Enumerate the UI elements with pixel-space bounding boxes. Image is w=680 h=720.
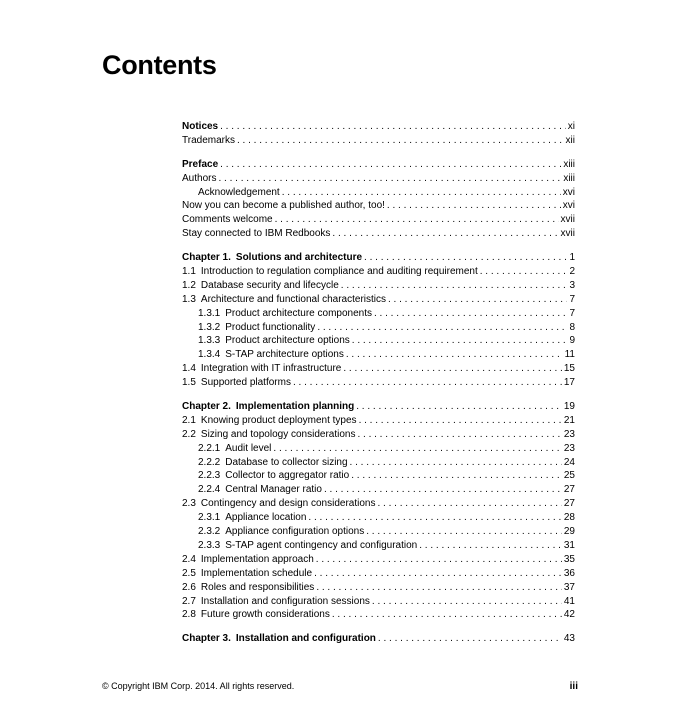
toc-entry-page: xvii bbox=[560, 228, 575, 240]
toc-entry-page: 27 bbox=[563, 498, 575, 510]
toc-entry-number: Chapter 2. bbox=[182, 401, 231, 413]
dot-leader bbox=[480, 265, 568, 279]
toc-entry-page: 28 bbox=[563, 512, 575, 524]
toc-entry-label: Supported platforms bbox=[200, 377, 291, 389]
toc-entry-label: Authors bbox=[182, 172, 217, 184]
toc-entry[interactable] bbox=[182, 525, 575, 539]
toc-entry-number: Chapter 3. bbox=[182, 633, 231, 645]
toc-entry-label: Future growth considerations bbox=[200, 609, 330, 621]
toc-entry[interactable] bbox=[182, 497, 575, 511]
toc-entry-page: 11 bbox=[564, 349, 575, 361]
toc-entry[interactable] bbox=[182, 511, 575, 525]
toc-entry-page: 2 bbox=[569, 266, 575, 278]
toc-entry-number: 1.2 bbox=[182, 279, 196, 291]
dot-leader bbox=[351, 469, 562, 483]
toc-entry-number: 1.3 bbox=[182, 293, 196, 305]
toc-entry-page: xvii bbox=[560, 214, 575, 226]
dot-leader bbox=[275, 213, 559, 227]
toc-entry-number: 1.3.2 bbox=[198, 321, 221, 333]
dot-leader bbox=[273, 442, 561, 456]
toc-entry-page: 23 bbox=[563, 428, 575, 440]
dot-leader bbox=[346, 348, 563, 362]
toc-entry-number: 1.3.3 bbox=[198, 335, 221, 347]
dot-leader bbox=[366, 525, 562, 539]
toc-entry-number: 2.3.1 bbox=[198, 512, 221, 524]
dot-leader bbox=[324, 483, 562, 497]
toc-entry-label: Implementation approach bbox=[200, 553, 314, 565]
toc-entry[interactable] bbox=[182, 213, 575, 227]
toc-entry[interactable] bbox=[182, 134, 575, 148]
toc-entry-page: xii bbox=[565, 134, 575, 146]
toc-entry-page: xi bbox=[567, 121, 575, 132]
dot-leader bbox=[316, 553, 562, 567]
toc-entry-page: 8 bbox=[569, 321, 575, 333]
toc-entry-number: 1.3.1 bbox=[198, 307, 221, 319]
dot-leader bbox=[372, 595, 562, 609]
toc-entry[interactable] bbox=[182, 376, 575, 390]
toc-entry-label: Preface bbox=[182, 158, 219, 170]
dot-leader bbox=[220, 158, 561, 172]
toc-entry[interactable] bbox=[182, 428, 575, 442]
dot-leader bbox=[332, 608, 562, 622]
toc-entry-label: Roles and responsibilities bbox=[200, 581, 315, 593]
toc-entry[interactable] bbox=[182, 307, 575, 321]
toc-entry-number: Chapter 1. bbox=[182, 252, 231, 264]
dot-leader bbox=[364, 251, 567, 265]
toc-entry-page: 1 bbox=[569, 252, 575, 264]
toc-entry-number: 2.2.2 bbox=[198, 456, 221, 468]
toc-entry[interactable] bbox=[182, 362, 575, 376]
toc-entry-page: 17 bbox=[563, 377, 575, 389]
toc-entry-label: Installation and configuration bbox=[235, 633, 376, 645]
toc-entry-label: Contingency and design considerations bbox=[200, 498, 376, 510]
page-footer bbox=[102, 681, 578, 692]
toc-entry-number: 2.1 bbox=[182, 414, 196, 426]
toc-entry[interactable] bbox=[182, 414, 575, 428]
toc-entry-label: Acknowledgement bbox=[198, 186, 280, 198]
toc-entry-label: Sizing and topology considerations bbox=[200, 428, 356, 440]
toc-entry-label: Implementation planning bbox=[235, 401, 355, 413]
toc-chapter-entry[interactable] bbox=[182, 120, 575, 134]
toc-entry[interactable] bbox=[182, 442, 575, 456]
toc-entry-number: 2.5 bbox=[182, 567, 196, 579]
toc-entry-number: 2.2.3 bbox=[198, 470, 221, 482]
toc-entry[interactable] bbox=[182, 456, 575, 470]
dot-leader bbox=[218, 172, 561, 186]
toc-entry-page: 19 bbox=[563, 401, 575, 413]
toc-entry-number: 1.5 bbox=[182, 377, 196, 389]
toc-entry-number: 2.8 bbox=[182, 609, 196, 621]
dot-leader bbox=[378, 632, 562, 646]
dot-leader bbox=[387, 199, 561, 213]
toc-entry-label: Appliance configuration options bbox=[225, 526, 365, 538]
toc-chapter-entry[interactable] bbox=[182, 632, 575, 646]
toc-entry-number: 2.3.2 bbox=[198, 526, 221, 538]
toc-entry-page: 7 bbox=[569, 307, 575, 319]
dot-leader bbox=[220, 120, 566, 134]
toc-entry-label: S-TAP agent contingency and configuration bbox=[225, 539, 418, 551]
dot-leader bbox=[388, 293, 567, 307]
toc-entry[interactable] bbox=[182, 334, 575, 348]
toc-entry[interactable] bbox=[182, 595, 575, 609]
toc-entry-page: 3 bbox=[569, 279, 575, 291]
toc-entry[interactable] bbox=[182, 199, 575, 213]
toc-entry-label: Now you can become a published author, too! bbox=[182, 200, 385, 212]
toc-entry-page: xiii bbox=[563, 172, 575, 184]
toc-entry-label: Installation and configuration sessions bbox=[200, 595, 370, 607]
dot-leader bbox=[343, 362, 562, 376]
toc-entry-page: 9 bbox=[569, 335, 575, 347]
toc-entry-label: Collector to aggregator ratio bbox=[225, 470, 350, 482]
toc-entry-page: 7 bbox=[569, 293, 575, 305]
toc-entry-label: Product functionality bbox=[225, 321, 316, 333]
toc-entry-label: S-TAP architecture options bbox=[225, 349, 344, 361]
toc-entry[interactable] bbox=[182, 279, 575, 293]
toc-entry-label: Database security and lifecycle bbox=[200, 279, 339, 291]
dot-leader bbox=[374, 307, 567, 321]
toc-entry-label: Comments welcome bbox=[182, 214, 273, 226]
toc-chapter-entry[interactable] bbox=[182, 400, 575, 414]
dot-leader bbox=[317, 321, 567, 335]
dot-leader bbox=[314, 567, 562, 581]
toc-entry-label: Appliance location bbox=[225, 512, 307, 524]
toc-entry-number: 2.2.4 bbox=[198, 484, 221, 496]
toc-entry-page: 15 bbox=[563, 363, 575, 375]
toc-entry-number: 2.3.3 bbox=[198, 539, 221, 551]
dot-leader bbox=[419, 539, 562, 553]
toc-entry-number: 2.2 bbox=[182, 428, 196, 440]
dot-leader bbox=[293, 376, 562, 390]
dot-leader bbox=[350, 456, 562, 470]
toc-entry[interactable] bbox=[182, 483, 575, 497]
toc-entry-page: 42 bbox=[563, 609, 575, 621]
toc-entry-label: Audit level bbox=[225, 442, 272, 454]
toc-entry[interactable] bbox=[182, 321, 575, 335]
dot-leader bbox=[316, 581, 562, 595]
toc-entry[interactable] bbox=[182, 172, 575, 186]
toc-entry[interactable] bbox=[182, 539, 575, 553]
dot-leader bbox=[359, 414, 562, 428]
table-of-contents bbox=[182, 120, 575, 656]
toc-entry-label: Central Manager ratio bbox=[225, 484, 322, 496]
toc-entry-page: 21 bbox=[563, 414, 575, 426]
dot-leader bbox=[356, 400, 562, 414]
toc-entry-page: 24 bbox=[563, 456, 575, 468]
toc-entry-number: 2.6 bbox=[182, 581, 196, 593]
toc-entry-number: 1.3.4 bbox=[198, 349, 221, 361]
toc-entry[interactable] bbox=[182, 186, 575, 200]
toc-entry-number: 1.1 bbox=[182, 266, 196, 278]
toc-entry-page: 31 bbox=[563, 539, 575, 551]
toc-group bbox=[182, 251, 575, 390]
dot-leader bbox=[352, 334, 568, 348]
toc-entry-label: Trademarks bbox=[182, 134, 235, 146]
toc-chapter-entry[interactable] bbox=[182, 251, 575, 265]
toc-entry-label: Stay connected to IBM Redbooks bbox=[182, 228, 331, 240]
toc-chapter-entry[interactable] bbox=[182, 158, 575, 172]
copyright-notice: © Copyright IBM Corp. 2014. All rights reserved. bbox=[102, 681, 295, 691]
toc-group bbox=[182, 632, 575, 646]
toc-entry[interactable] bbox=[182, 567, 575, 581]
toc-entry-page: xiii bbox=[563, 158, 575, 170]
toc-entry[interactable] bbox=[182, 469, 575, 483]
toc-entry[interactable] bbox=[182, 265, 575, 279]
toc-entry-page: 43 bbox=[563, 633, 575, 645]
toc-entry-page: xvi bbox=[562, 186, 575, 198]
toc-entry-page: 25 bbox=[563, 470, 575, 482]
toc-entry-number: 2.7 bbox=[182, 595, 196, 607]
toc-entry-label: Implementation schedule bbox=[200, 567, 313, 579]
toc-entry-label: Integration with IT infrastructure bbox=[200, 363, 342, 375]
toc-entry-page: 36 bbox=[563, 567, 575, 579]
toc-entry[interactable] bbox=[182, 553, 575, 567]
dot-leader bbox=[308, 511, 561, 525]
dot-leader bbox=[377, 497, 561, 511]
page-number: iii bbox=[569, 681, 578, 692]
page-title: Contents bbox=[102, 50, 217, 80]
toc-entry[interactable] bbox=[182, 227, 575, 241]
toc-entry-page: 37 bbox=[563, 581, 575, 593]
dot-leader bbox=[237, 134, 564, 148]
toc-entry-label: Architecture and functional characteristics bbox=[200, 293, 386, 305]
toc-entry-label: Solutions and architecture bbox=[235, 252, 363, 264]
toc-group bbox=[182, 158, 575, 241]
toc-entry[interactable] bbox=[182, 581, 575, 595]
toc-entry-page: 23 bbox=[563, 442, 575, 454]
toc-entry-label: Introduction to regulation compliance and auditing requirement bbox=[200, 266, 478, 278]
toc-entry-label: Knowing product deployment types bbox=[200, 414, 357, 426]
toc-group bbox=[182, 400, 575, 622]
toc-entry-number: 1.4 bbox=[182, 363, 196, 375]
toc-entry-label: Product architecture components bbox=[225, 307, 372, 319]
dot-leader bbox=[282, 186, 561, 200]
toc-entry-page: 29 bbox=[563, 526, 575, 538]
toc-entry-page: 35 bbox=[563, 553, 575, 565]
toc-entry-label: Database to collector sizing bbox=[225, 456, 348, 468]
toc-entry-number: 2.2.1 bbox=[198, 442, 221, 454]
toc-entry[interactable] bbox=[182, 608, 575, 622]
dot-leader bbox=[341, 279, 568, 293]
toc-entry-page: 27 bbox=[563, 484, 575, 496]
dot-leader bbox=[357, 428, 561, 442]
toc-entry-page: 41 bbox=[563, 595, 575, 607]
toc-entry[interactable] bbox=[182, 348, 575, 362]
toc-entry-number: 2.3 bbox=[182, 498, 196, 510]
toc-entry-label: Notices bbox=[182, 121, 219, 132]
toc-entry-label: Product architecture options bbox=[225, 335, 350, 347]
dot-leader bbox=[332, 227, 558, 241]
toc-entry[interactable] bbox=[182, 293, 575, 307]
toc-entry-number: 2.4 bbox=[182, 553, 196, 565]
toc-group bbox=[182, 120, 575, 148]
toc-entry-page: xvi bbox=[562, 200, 575, 212]
